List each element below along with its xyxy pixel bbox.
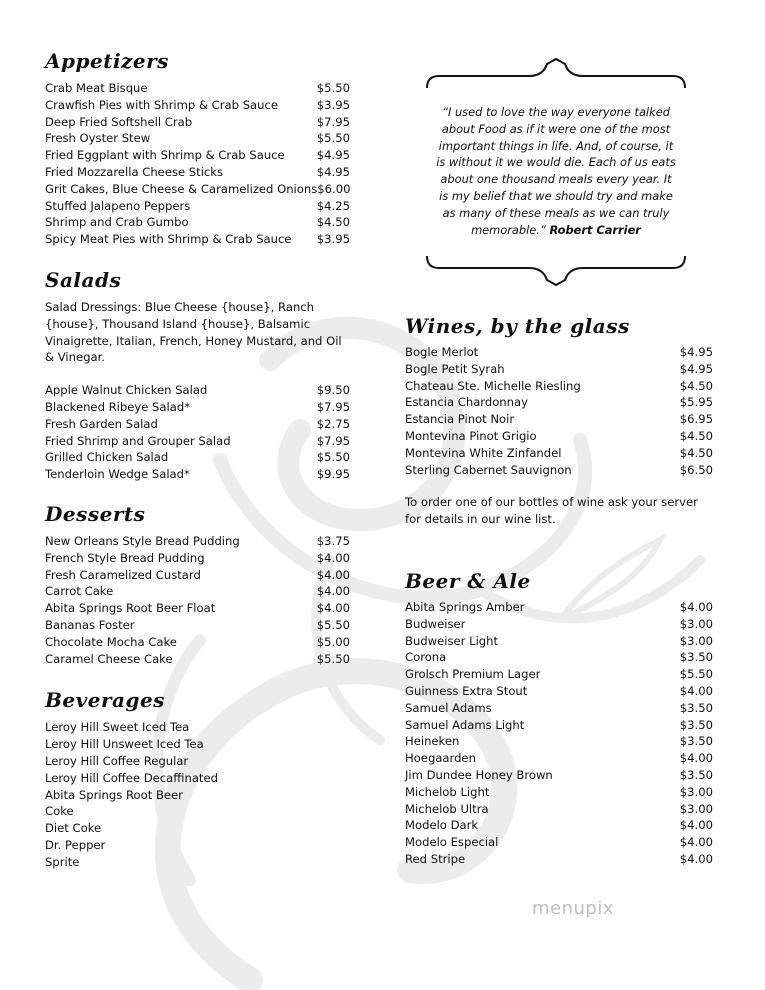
item-price: $6.50 — [679, 462, 713, 477]
item-name: Corona — [405, 650, 447, 665]
item-name: Heineken — [405, 734, 460, 749]
menu-item — [45, 550, 350, 567]
item-price: $4.50 — [679, 428, 713, 443]
salads-heading: Salads — [45, 267, 122, 292]
menu-item — [405, 462, 713, 479]
left-menu-column — [45, 48, 350, 870]
item-price: $3.00 — [679, 801, 713, 816]
wines-list — [405, 344, 713, 478]
item-price: $2.75 — [316, 416, 350, 431]
item-price: $4.00 — [679, 835, 713, 850]
menu-item — [405, 817, 713, 834]
menu-item — [405, 851, 713, 868]
item-name: Crawfish Pies with Shrimp & Crab Sauce — [45, 97, 279, 112]
item-price: $5.95 — [679, 395, 713, 410]
item-price: $3.50 — [679, 650, 713, 665]
item-name: Guinness Extra Stout — [405, 683, 528, 698]
item-name: Spicy Meat Pies with Shrimp & Crab Sauce — [45, 232, 292, 247]
menu-item — [45, 147, 350, 164]
menu-item — [405, 394, 713, 411]
item-name: Modelo Dark — [405, 818, 479, 833]
item-name: Apple Walnut Chicken Salad — [45, 383, 208, 398]
item-name: Estancia Chardonnay — [405, 395, 528, 410]
item-name: Fried Mozzarella Cheese Sticks — [45, 164, 224, 179]
menu-item — [45, 651, 350, 668]
menu-item — [45, 567, 350, 584]
item-price: $5.50 — [316, 131, 350, 146]
appetizers-section — [45, 48, 350, 248]
menu-item — [405, 700, 713, 717]
item-price: $3.00 — [679, 784, 713, 799]
item-name: Fresh Garden Salad — [45, 416, 158, 431]
item-price: $7.95 — [316, 114, 350, 129]
salad-dressings-note: Salad Dressings: Blue Cheese {house}, Ranch {house}, Thousand Island {house}, Balsamic Vinaigrette, Italian, French, Honey Mustard, and Oil & Vinegar. — [45, 299, 342, 365]
menu-item — [405, 666, 713, 683]
menu-item — [45, 214, 350, 231]
item-price: $4.50 — [316, 215, 350, 230]
quote-text: “I used to love the way everyone talked about Food as if it were one of the most important things in life. And, of course, it is without it we would die. Each of us eats about one thousand meals every year. It is my belief that we should try and make as many of these meals as we can truly memorable.” — [436, 105, 676, 237]
item-price: $4.95 — [316, 148, 350, 163]
item-name: Fresh Oyster Stew — [45, 131, 151, 146]
item-name: Samuel Adams — [405, 700, 492, 715]
item-name: Montevina White Zinfandel — [405, 445, 562, 460]
item-price: $3.50 — [679, 734, 713, 749]
item-name: Abita Springs Root Beer Float — [45, 601, 216, 616]
item-name: Sterling Cabernet Sauvignon — [405, 462, 572, 477]
item-price: $4.50 — [679, 445, 713, 460]
item-price: $9.50 — [316, 383, 350, 398]
menu-item — [405, 428, 713, 445]
item-price: $3.95 — [316, 232, 350, 247]
item-price: $3.50 — [679, 767, 713, 782]
menu-item — [405, 616, 713, 633]
item-name: Caramel Cheese Cake — [45, 651, 173, 666]
item-price: $4.00 — [316, 567, 350, 582]
menu-item — [45, 130, 350, 147]
quote-author: Robert Carrier — [549, 222, 641, 237]
beer-section — [405, 568, 713, 868]
watermark-logo: menupix — [532, 898, 615, 919]
item-name: Stuffed Jalapeno Peppers — [45, 198, 191, 213]
item-name: Crab Meat Bisque — [45, 81, 148, 95]
appetizers-heading: Appetizers — [45, 49, 169, 73]
menu-item: Coke — [45, 804, 74, 819]
menu-item — [405, 801, 713, 818]
menu-item — [405, 750, 713, 767]
menu-item — [405, 834, 713, 851]
menu-item — [405, 683, 713, 700]
desserts-list — [45, 533, 350, 667]
item-price: $4.95 — [679, 361, 713, 376]
menu-item: Abita Springs Root Beer — [45, 787, 183, 802]
beer-heading: Beer & Ale — [405, 569, 531, 593]
menu-item — [45, 181, 350, 198]
menu-item — [405, 599, 713, 616]
item-price: $4.95 — [679, 345, 713, 359]
item-name: Bogle Petit Syrah — [405, 361, 505, 376]
item-name: Chocolate Mocha Cake — [45, 634, 177, 649]
menu-item — [405, 649, 713, 666]
menu-item — [45, 634, 350, 651]
menu-item — [45, 164, 350, 181]
item-price: $3.95 — [316, 97, 350, 112]
menu-item — [45, 449, 350, 466]
item-price: $3.50 — [679, 717, 713, 732]
item-price: $4.00 — [316, 601, 350, 616]
desserts-section — [45, 501, 350, 667]
menu-item: Sprite — [45, 854, 80, 869]
menu-item — [405, 361, 713, 378]
menu-item — [405, 378, 713, 395]
beverages-list — [45, 719, 350, 870]
item-price: $7.95 — [316, 399, 350, 414]
item-price: $4.95 — [316, 164, 350, 179]
item-name: Shrimp and Crab Gumbo — [45, 215, 189, 230]
wine-list-note: To order one of our bottles of wine ask your server for details in our wine list. — [405, 495, 698, 527]
menu-item — [45, 231, 350, 248]
menu-item — [45, 114, 350, 131]
item-price: $4.50 — [679, 378, 713, 393]
wines-section — [405, 313, 713, 528]
item-price: $5.50 — [316, 651, 350, 666]
menu-item: Diet Coke — [45, 821, 102, 836]
menu-item: Leroy Hill Coffee Regular — [45, 753, 189, 768]
menu-item — [405, 344, 713, 361]
item-price: $5.50 — [679, 667, 713, 682]
item-price: $4.00 — [679, 683, 713, 698]
item-price: $3.00 — [679, 616, 713, 631]
item-price: $4.00 — [679, 818, 713, 833]
desserts-heading: Desserts — [45, 501, 146, 526]
item-price: $6.95 — [679, 412, 713, 427]
menu-item: Leroy Hill Unsweet Iced Tea — [45, 737, 204, 752]
menu-item — [45, 416, 350, 433]
menu-item — [45, 433, 350, 450]
item-price: $4.00 — [316, 584, 350, 599]
menu-item: Dr. Pepper — [45, 837, 106, 852]
menu-item — [45, 97, 350, 114]
item-name: Montevina Pinot Grigio — [405, 428, 537, 443]
item-price: $4.00 — [679, 751, 713, 766]
item-name: Bananas Foster — [45, 617, 135, 632]
item-price: $3.00 — [679, 633, 713, 648]
wines-heading: Wines, by the glass — [405, 314, 630, 338]
item-price: $5.50 — [316, 617, 350, 632]
menu-item — [45, 617, 350, 634]
item-price: $3.75 — [316, 533, 350, 548]
item-name: Budweiser Light — [405, 633, 499, 648]
quote-block — [436, 104, 676, 238]
menu-item — [45, 583, 350, 600]
item-name: Deep Fried Softshell Crab — [45, 114, 193, 129]
item-name: Red Stripe — [405, 851, 466, 866]
menu-item — [405, 411, 713, 428]
salads-section — [45, 267, 350, 483]
menu-item — [405, 633, 713, 650]
menu-item — [45, 382, 350, 399]
item-price: $5.00 — [316, 634, 350, 649]
salads-list — [45, 382, 350, 483]
menu-item — [405, 733, 713, 750]
beer-list — [405, 599, 713, 868]
beverages-heading: Beverages — [45, 688, 165, 713]
item-price: $4.00 — [679, 600, 713, 614]
menu-item — [405, 767, 713, 784]
menu-item — [45, 533, 350, 550]
item-name: Grolsch Premium Lager — [405, 667, 541, 682]
item-name: Fresh Caramelized Custard — [45, 567, 201, 582]
item-name: Budweiser — [405, 616, 466, 631]
item-name: Modelo Especial — [405, 835, 499, 850]
item-name: Grilled Chicken Salad — [45, 450, 169, 465]
item-name: Michelob Light — [405, 784, 490, 799]
item-price: $5.50 — [316, 450, 350, 465]
item-name: Fried Eggplant with Shrimp & Crab Sauce — [45, 148, 285, 163]
item-price: $5.50 — [316, 81, 350, 95]
appetizers-list — [45, 80, 350, 248]
menu-item — [45, 198, 350, 215]
item-name: Estancia Pinot Noir — [405, 412, 515, 427]
menu-item: Leroy Hill Sweet Iced Tea — [45, 720, 190, 735]
item-name: Abita Springs Amber — [405, 600, 525, 614]
item-price: $3.50 — [679, 700, 713, 715]
menu-item: Leroy Hill Coffee Decaffinated — [45, 770, 218, 785]
item-name: New Orleans Style Bread Pudding — [45, 533, 240, 548]
item-name: Grit Cakes, Blue Cheese & Caramelized Onions — [45, 181, 318, 196]
item-name: Carrot Cake — [45, 584, 114, 599]
item-price: $9.95 — [316, 467, 350, 482]
item-price: $4.00 — [679, 851, 713, 866]
item-name: Blackened Ribeye Salad* — [45, 399, 191, 414]
item-name: Samuel Adams Light — [405, 717, 525, 732]
item-name: Hoegaarden — [405, 751, 476, 766]
menu-item — [45, 466, 350, 483]
item-name: Fried Shrimp and Grouper Salad — [45, 433, 231, 448]
menu-item — [45, 399, 350, 416]
item-price: $6.00 — [317, 181, 351, 196]
beverages-section — [45, 687, 350, 870]
menu-item — [45, 600, 350, 617]
item-name: Jim Dundee Honey Brown — [405, 767, 553, 782]
item-name: French Style Bread Pudding — [45, 550, 205, 565]
item-name: Michelob Ultra — [405, 801, 489, 816]
menu-item — [45, 80, 350, 97]
menu-item — [405, 445, 713, 462]
menu-item — [405, 717, 713, 734]
item-price: $7.95 — [316, 433, 350, 448]
menu-item — [405, 784, 713, 801]
item-price: $4.00 — [316, 550, 350, 565]
item-name: Chateau Ste. Michelle Riesling — [405, 378, 581, 393]
item-price: $4.25 — [316, 198, 350, 213]
item-name: Tenderloin Wedge Salad* — [45, 467, 190, 482]
item-name: Bogle Merlot — [405, 345, 479, 359]
